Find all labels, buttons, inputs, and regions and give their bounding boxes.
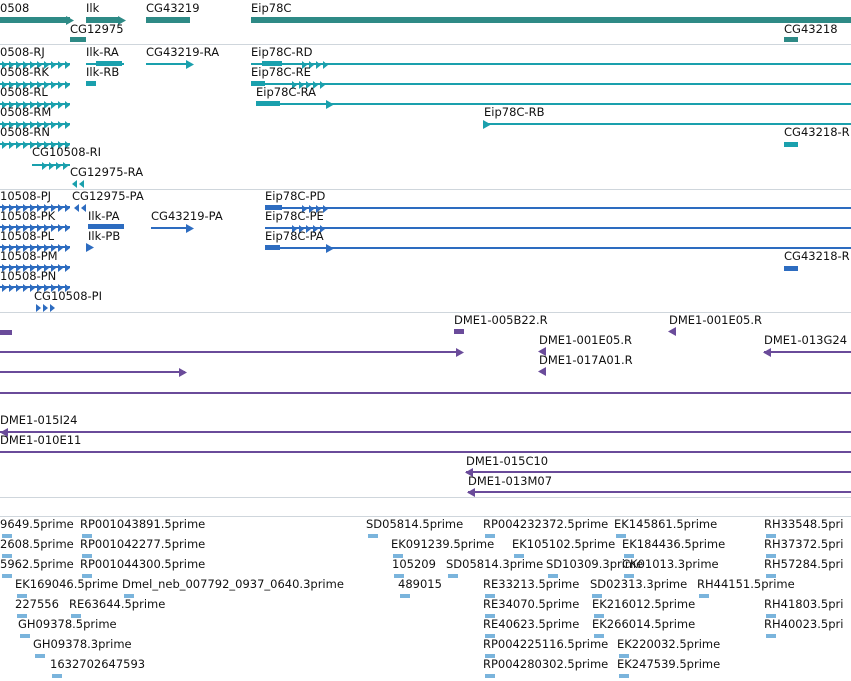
protein-label[interactable]: 10508-PJ: [0, 189, 52, 203]
transcript-label[interactable]: Eip78C-RA: [256, 85, 316, 99]
protein-line[interactable]: [151, 227, 190, 229]
strand-arrow-icon: [86, 243, 95, 252]
est-label[interactable]: RH41803.5pri: [764, 597, 844, 611]
est-label[interactable]: EK145861.5prime: [614, 517, 718, 531]
est-label[interactable]: RH44151.5prime: [697, 577, 795, 591]
est-label[interactable]: SD10309.3prime: [546, 557, 644, 571]
strand-arrow-icon: [186, 224, 195, 233]
transcript-line[interactable]: [251, 83, 851, 85]
est-label[interactable]: EK184436.5prime: [622, 537, 726, 551]
transcript-label[interactable]: Eip78C-RB: [484, 105, 545, 119]
clone-label[interactable]: DME1-010E11: [0, 433, 82, 447]
transcript-label[interactable]: CG43218-R: [784, 125, 850, 139]
transcript-label[interactable]: Eip78C-RD: [251, 45, 313, 59]
clone-end[interactable]: [0, 330, 12, 335]
protein-label[interactable]: Ilk-PA: [88, 209, 120, 223]
est-label[interactable]: RE40623.5prime: [483, 617, 580, 631]
strand-arrow-icon: [467, 488, 476, 497]
protein-label[interactable]: Eip78C-PD: [265, 189, 326, 203]
protein-line[interactable]: [265, 207, 851, 209]
gene-label[interactable]: 0508: [0, 1, 30, 15]
strand-arrow-icon: [456, 348, 465, 357]
gene-label[interactable]: CG43219: [146, 1, 200, 15]
est-feature[interactable]: [35, 654, 45, 658]
est-label[interactable]: EK091239.5prime: [391, 537, 495, 551]
strand-arrow-icon: [326, 244, 335, 253]
exon[interactable]: [256, 101, 280, 106]
transcript-label[interactable]: CG43219-RA: [146, 45, 220, 59]
protein-label[interactable]: CG43219-PA: [151, 209, 223, 223]
est-label[interactable]: RP001044300.5prime: [80, 557, 206, 571]
clone-label[interactable]: DME1-013G24: [764, 333, 848, 347]
est-label[interactable]: RE63644.5prime: [69, 597, 166, 611]
transcript-label[interactable]: 0508-RK: [0, 65, 49, 79]
est-feature[interactable]: [448, 574, 458, 578]
est-label[interactable]: EK216012.5prime: [592, 597, 696, 611]
est-label[interactable]: Dmel_neb_007792_0937_0640.3prime: [122, 577, 344, 591]
strand-arrow-icon: [179, 368, 188, 377]
est-label[interactable]: 1632702647593: [50, 657, 146, 671]
est-label[interactable]: EK169046.5prime: [15, 577, 119, 591]
clone-line[interactable]: [764, 351, 851, 353]
gene-label[interactable]: CG43218: [784, 22, 838, 36]
exon[interactable]: [86, 81, 96, 86]
gene-bar[interactable]: [146, 17, 190, 23]
transcript-line[interactable]: [256, 103, 851, 105]
est-label[interactable]: EK220032.5prime: [617, 637, 721, 651]
est-label[interactable]: RP001042277.5prime: [80, 537, 206, 551]
gene-bar[interactable]: [0, 17, 70, 23]
protein-label[interactable]: 10508-PL: [0, 229, 55, 243]
gene-label[interactable]: Eip78C: [251, 1, 292, 15]
strand-arrow-icon: [326, 100, 335, 109]
clone-end[interactable]: [454, 329, 464, 334]
clone-label[interactable]: DME1-001E05.R: [669, 313, 763, 327]
clone-line[interactable]: [0, 351, 460, 353]
strand-arrow-icon: [668, 327, 677, 336]
cds[interactable]: [784, 266, 798, 271]
strand-arrow-icon: [763, 348, 772, 357]
clone-line[interactable]: [0, 392, 851, 394]
clone-label[interactable]: DME1-005B22.R: [454, 313, 548, 327]
clone-label[interactable]: DME1-013M07: [468, 474, 553, 488]
strand-arrow-icon: [483, 120, 492, 129]
protein-label[interactable]: 10508-PK: [0, 209, 56, 223]
est-label[interactable]: RP004280302.5prime: [483, 657, 609, 671]
clone-line[interactable]: [468, 491, 851, 493]
est-feature[interactable]: [766, 634, 776, 638]
strand-arrow-icon: [538, 367, 547, 376]
track-separator: [0, 44, 851, 45]
est-label[interactable]: GH09378.5prime: [18, 617, 117, 631]
transcript-label[interactable]: 0508-RN: [0, 125, 51, 139]
est-label[interactable]: RE33213.5prime: [483, 577, 580, 591]
est-label[interactable]: 2608.5prime: [0, 537, 74, 551]
est-feature[interactable]: [400, 594, 410, 598]
cds-arrows: [34, 304, 56, 312]
clone-label[interactable]: DME1-015C10: [466, 454, 549, 468]
est-label[interactable]: 9649.5prime: [0, 517, 74, 531]
est-feature[interactable]: [52, 674, 62, 678]
est-label[interactable]: 227556: [15, 597, 59, 611]
exon-arrows: [70, 180, 86, 188]
gene-bar[interactable]: [784, 37, 798, 42]
est-feature[interactable]: [699, 594, 709, 598]
est-label[interactable]: EK105102.5prime: [512, 537, 616, 551]
est-label[interactable]: SD05814.5prime: [366, 517, 464, 531]
est-label[interactable]: RH33548.5pri: [764, 517, 844, 531]
clone-line[interactable]: [466, 471, 851, 473]
transcript-label[interactable]: 0508-RL: [0, 85, 48, 99]
transcript-label[interactable]: 0508-RJ: [0, 45, 45, 59]
est-feature[interactable]: [2, 574, 12, 578]
cds[interactable]: [265, 245, 280, 250]
est-label[interactable]: GH09378.3prime: [33, 637, 132, 651]
est-label[interactable]: SD02313.3prime: [590, 577, 688, 591]
transcript-line[interactable]: [146, 63, 190, 65]
clone-line[interactable]: [0, 371, 185, 373]
transcript-label[interactable]: Eip78C-RE: [251, 65, 311, 79]
est-label[interactable]: RP004232372.5prime: [483, 517, 609, 531]
exon-arrows: [40, 162, 70, 170]
est-label[interactable]: EK247539.5prime: [617, 657, 721, 671]
protein-label[interactable]: Ilk-PB: [88, 229, 121, 243]
protein-label[interactable]: CG43218-R: [784, 249, 850, 263]
exon[interactable]: [784, 142, 798, 147]
gene-bar[interactable]: [70, 37, 86, 42]
est-label[interactable]: RH40023.5pri: [764, 617, 844, 631]
strand-arrow-icon: [186, 60, 195, 69]
gene-bar[interactable]: [251, 17, 851, 23]
protein-label[interactable]: 10508-PM: [0, 249, 58, 263]
est-label[interactable]: 489015: [398, 577, 442, 591]
est-label[interactable]: 5962.5prime: [0, 557, 74, 571]
est-feature[interactable]: [20, 634, 30, 638]
clone-label[interactable]: DME1-015I24: [0, 413, 78, 427]
est-label[interactable]: CK01013.3prime: [622, 557, 719, 571]
track-separator: [0, 497, 851, 498]
est-label[interactable]: RE34070.5prime: [483, 597, 580, 611]
est-label[interactable]: RH37372.5pri: [764, 537, 844, 551]
gene-label[interactable]: Ilk: [86, 1, 100, 15]
clone-line[interactable]: [0, 431, 851, 433]
est-label[interactable]: 105209: [392, 557, 436, 571]
clone-line[interactable]: [0, 451, 851, 453]
transcript-label[interactable]: 0508-RM: [0, 105, 52, 119]
transcript-label[interactable]: Ilk-RA: [86, 45, 119, 59]
est-label[interactable]: RH57284.5pri: [764, 557, 844, 571]
cds-arrows: [72, 204, 86, 212]
est-label[interactable]: RP004225116.5prime: [483, 637, 609, 651]
est-label[interactable]: SD05814.3prime: [446, 557, 544, 571]
transcript-line[interactable]: [251, 63, 851, 65]
est-feature[interactable]: [485, 674, 495, 678]
protein-line[interactable]: [265, 227, 851, 229]
protein-label[interactable]: 10508-PN: [0, 269, 57, 283]
protein-label[interactable]: CG12975-PA: [72, 189, 144, 203]
clone-label[interactable]: DME1-017A01.R: [539, 353, 633, 367]
transcript-label[interactable]: CG12975-RA: [70, 165, 144, 179]
protein-line[interactable]: [265, 247, 851, 249]
gene-label[interactable]: CG12975: [70, 22, 124, 36]
est-label[interactable]: EK266014.5prime: [592, 617, 696, 631]
clone-label[interactable]: DME1-001E05.R: [539, 333, 633, 347]
protein-label[interactable]: CG10508-PI: [34, 289, 103, 303]
transcript-label[interactable]: CG10508-RI: [32, 145, 102, 159]
est-feature[interactable]: [619, 674, 629, 678]
protein-label[interactable]: Eip78C-PE: [265, 209, 324, 223]
protein-label[interactable]: Eip78C-PA: [265, 229, 324, 243]
est-label[interactable]: RP001043891.5prime: [80, 517, 206, 531]
transcript-label[interactable]: Ilk-RB: [86, 65, 120, 79]
est-feature[interactable]: [368, 534, 378, 538]
